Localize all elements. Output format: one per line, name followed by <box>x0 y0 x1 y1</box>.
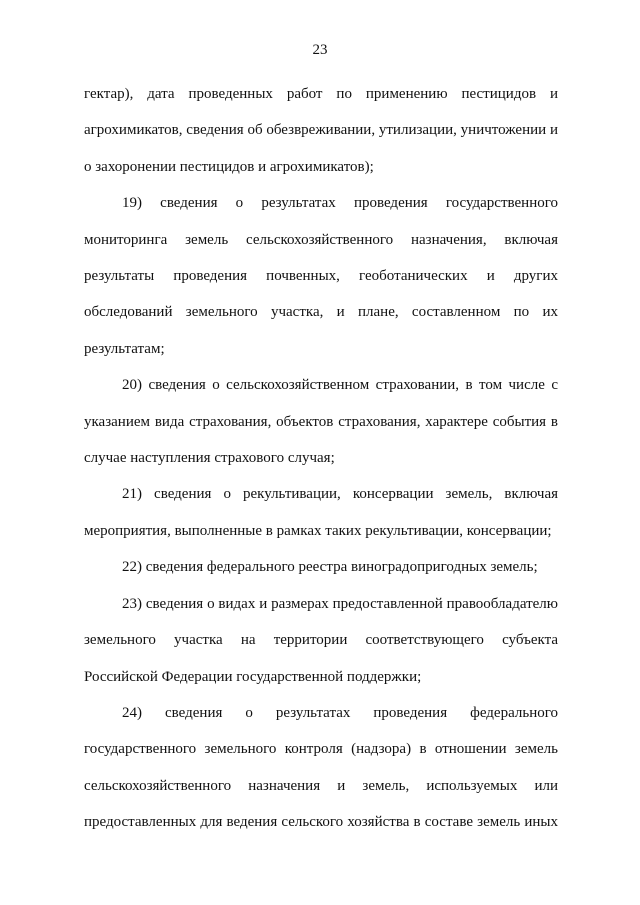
paragraph-item-19: 19) сведения о результатах проведения государственного мониторинга земель сельскохозяйственного назначения, включая результаты проведения почвенных, геоботанических и других обследований земельного участка, и плане, составленном по их результатам; <box>84 195 558 357</box>
paragraph-item-24: 24) сведения о результатах проведения федерального государственного земельного контроля (надзора) в отношении земель сельскохозяйственного назначения и земель, используемых или предоставленных для ведения сельского хозяйства в составе земель иных <box>84 704 558 831</box>
paragraph-continuation: гектар), дата проведенных работ по применению пестицидов и агрохимикатов, сведения об обезвреживании, утилизации, уничтожении и о захоронении пестицидов и агрохимикатов); <box>84 86 558 175</box>
paragraph-item-23: 23) сведения о видах и размерах предоставленной правообладателю земельного участка на территории соответствующего субъекта Российской Федерации государственной поддержки; <box>84 595 558 685</box>
paragraph-item-22: 22) сведения федерального реестра виноградопригодных земель; <box>122 559 538 576</box>
paragraph-item-21: 21) сведения о рекультивации, консервации земель, включая мероприятия, выполненные в рамках таких рекультивации, консервации; <box>84 486 558 539</box>
document-body <box>84 76 558 841</box>
page-number: 23 <box>312 42 328 58</box>
paragraph-item-20: 20) сведения о сельскохозяйственном страховании, в том числе с указанием вида страхования, объектов страхования, характере события в случае наступления страхового случая; <box>84 377 558 467</box>
